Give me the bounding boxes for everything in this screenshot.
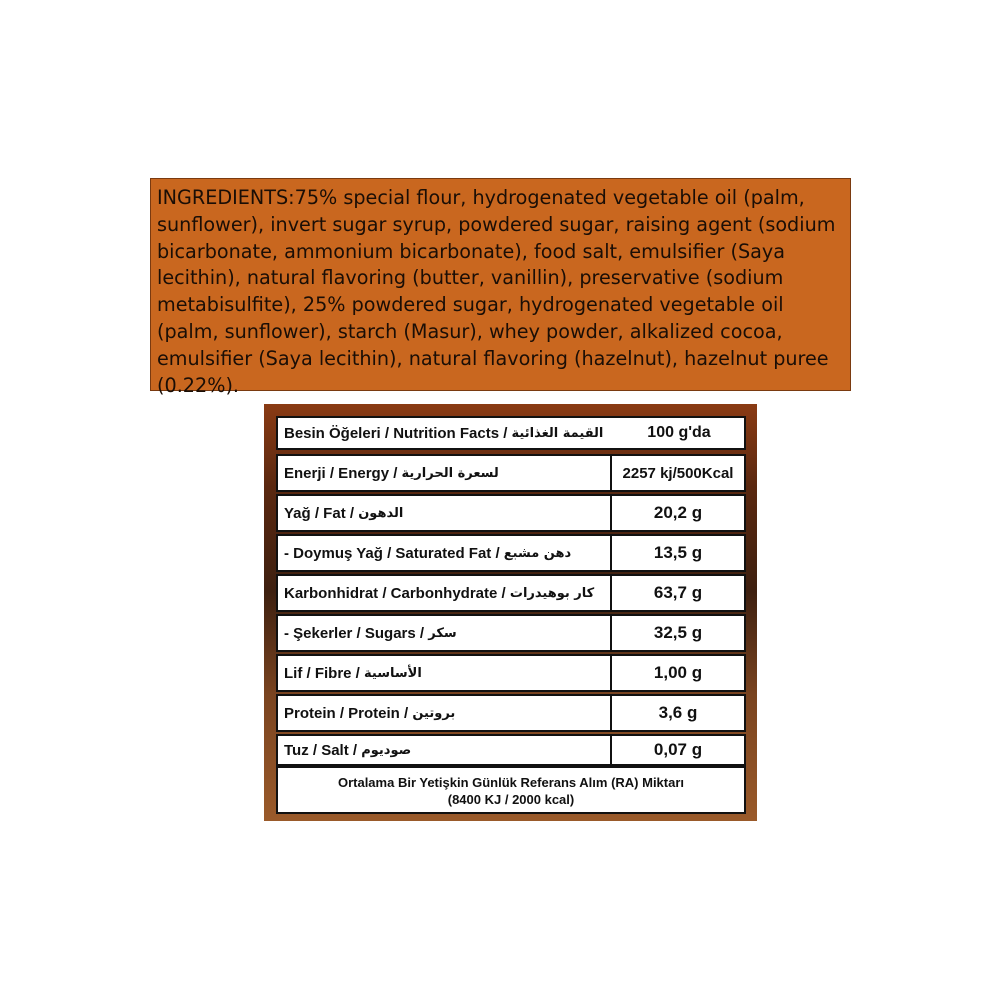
nutrition-label-cell [278,696,455,730]
nutrition-label-cell [278,656,422,690]
ingredients-text: INGREDIENTS:75% special flour, hydrogenated vegetable oil (palm, sunflower), invert sugar syrup, powdered sugar, raising agent (sodium bicarbonate, ammonium bicarbonate), food salt, emulsifier (Saya lecithin), natural flavoring (butter, vanillin), preservative (sodium metabisulfite), 25% powdered sugar, hydrogenated vegetable oil (palm, sunflower), starch (Masur), whey powder, alkalized cocoa, emulsifier (Saya lecithin), natural flavoring (hazelnut), hazelnut puree (0.22%). [157,186,836,397]
nutrition-header-value: 100 g'da [647,424,711,441]
nutrition-label-arabic: سكر [428,625,457,641]
nutrition-label-cell [278,456,499,490]
reference-intake-note [276,766,746,814]
nutrition-label: Karbonhidrat / Carbonhydrate / [284,584,506,602]
nutrition-label-arabic: الدهون [358,505,404,521]
nutrition-row-saturated-fat [276,534,746,572]
ingredients-box [150,178,851,397]
nutrition-value: 63,7 g [610,576,744,610]
nutrition-label-arabic: كار بوهيدرات [509,585,595,601]
nutrition-label: Lif / Fibre / [284,664,360,682]
reference-intake-line1: Ortalama Bir Yetişkin Günlük Referans Alım (RA) Miktarı [337,775,685,790]
nutrition-row-sugars [276,614,746,652]
nutrition-label-cell [278,536,571,570]
nutrition-header-label: Besin Öğeleri / Nutrition Facts / [284,424,508,442]
nutrition-value: 3,6 g [610,696,744,730]
nutrition-label-arabic: الأساسية [364,665,422,681]
nutrition-value: 20,2 g [610,496,744,530]
nutrition-row-carbohydrate [276,574,746,612]
nutrition-label-cell [278,736,411,764]
nutrition-header-arabic: القيمة الغذائية [511,425,604,441]
nutrition-label: Tuz / Salt / [284,741,358,759]
nutrition-label: Yağ / Fat / [284,504,355,522]
nutrition-value: 2257 kj/500Kcal [610,456,744,490]
nutrition-value: 13,5 g [610,536,744,570]
nutrition-label: - Şekerler / Sugars / [284,624,425,642]
nutrition-label-arabic: دهن مشبع [503,545,572,561]
nutrition-label-cell [278,496,403,530]
nutrition-label: Enerji / Energy / [284,464,398,482]
nutrition-label-cell [278,616,457,650]
nutrition-label-arabic: صوديوم [361,742,412,758]
nutrition-label-cell [278,576,594,610]
nutrition-row-energy [276,454,746,492]
nutrition-header-row [276,416,746,450]
nutrition-value: 0,07 g [610,736,744,764]
nutrition-row-fibre [276,654,746,692]
nutrition-label-arabic: لسعرة الحرارية [401,465,499,481]
nutrition-row-fat [276,494,746,532]
nutrition-label: - Doymuş Yağ / Saturated Fat / [284,544,500,562]
nutrition-label: Protein / Protein / [284,704,409,722]
nutrition-row-salt [276,734,746,766]
nutrition-header-label-cell [278,418,603,448]
nutrition-facts-panel [264,404,757,821]
reference-intake-line2: (8400 KJ / 2000 kcal) [447,792,575,807]
nutrition-value: 1,00 g [610,656,744,690]
nutrition-label-arabic: بروتين [412,705,456,721]
nutrition-value: 32,5 g [610,616,744,650]
nutrition-row-protein [276,694,746,732]
